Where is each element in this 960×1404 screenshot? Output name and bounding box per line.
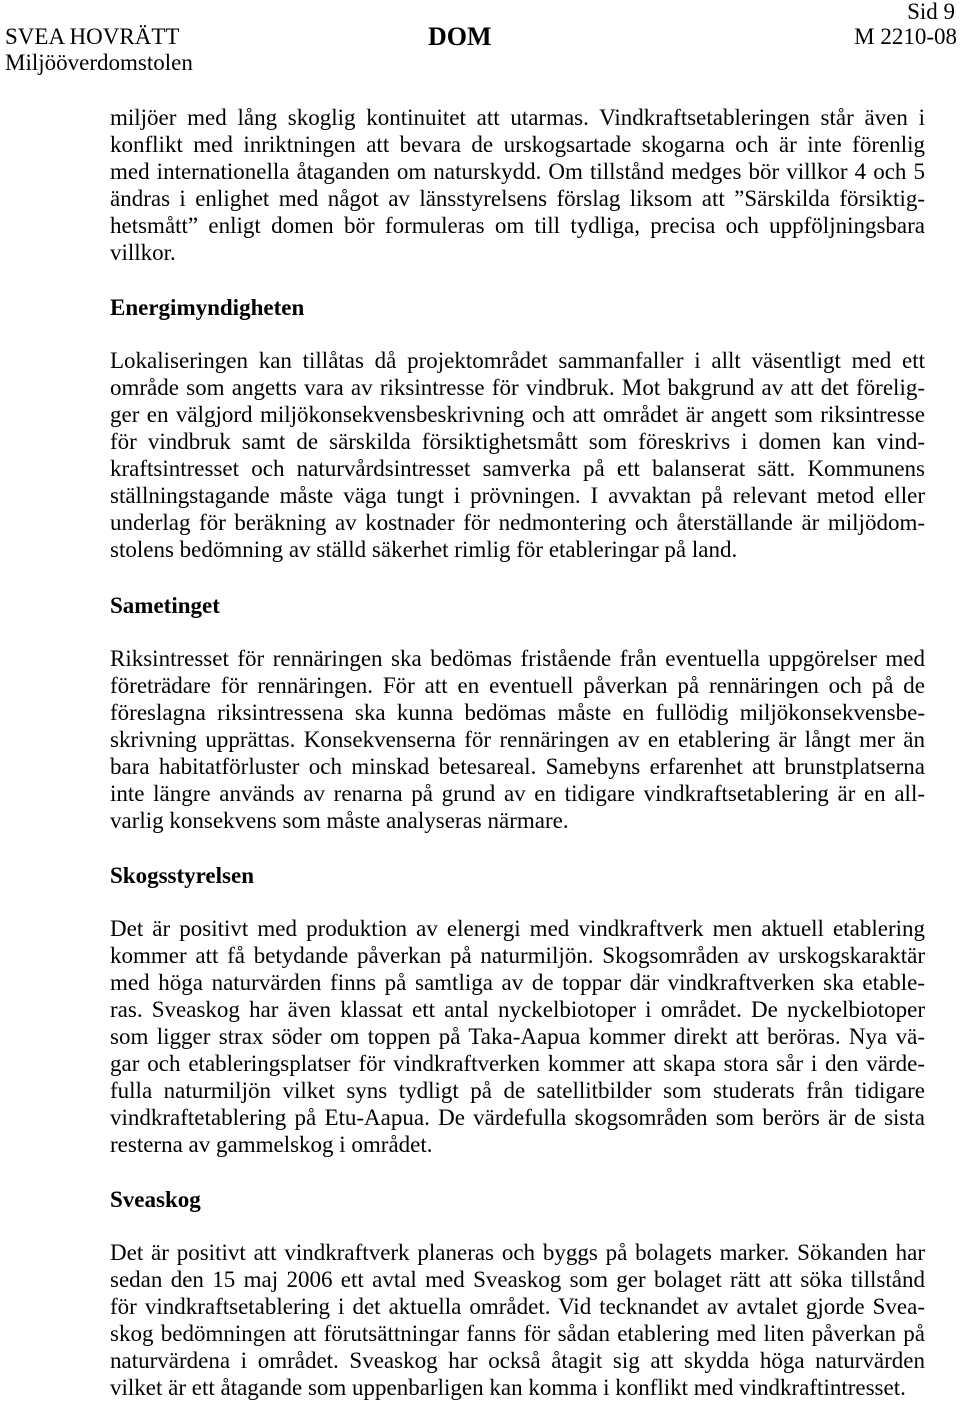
- text-line: Riksintresset för rennäringen ska bedömas fristående från eventuella uppgörelser med: [110, 646, 925, 671]
- text-line: miljöer med lång skoglig kontinuitet att utarmas. Vindkraftsetableringen står även i: [110, 105, 925, 130]
- text-line: kraftsintresset och naturvårdsintresset samverka på ett balanserat sätt. Kommunens: [110, 456, 925, 481]
- text-line: underlag för beräkning av kostnader för nedmontering och återställande är miljödom-: [110, 510, 925, 535]
- text-line: resterna av gammelskog i området.: [110, 1132, 433, 1157]
- text-line: sedan den 15 maj 2006 ett avtal med Sveaskog som ger bolaget rätt att söka tillstånd: [110, 1267, 925, 1292]
- paragraph-energimyndigheten: [110, 347, 925, 563]
- text-line: naturvärdena i området. Sveaskog har också åtagit sig att skydda höga naturvärden: [110, 1348, 925, 1373]
- text-line: Lokaliseringen kan tillåtas då projektområdet sammanfaller i allt väsentligt med ett: [110, 348, 925, 373]
- text-line: företrädare för rennäringen. För att en eventuell påverkan på rennäringen och på de: [110, 673, 925, 698]
- text-line: ändras i enlighet med något av länsstyrelsens förslag liksom att ”Särskilda försiktig-: [110, 186, 925, 211]
- paragraph-intro: [110, 104, 925, 266]
- text-line: Det är positivt att vindkraftverk planeras och byggs på bolagets marker. Sökanden har: [110, 1240, 925, 1265]
- page-number: Sid 9: [907, 0, 955, 24]
- text-line: bara habitatförluster och minskad betesareal. Samebyns erfarenhet att brunstplatserna: [110, 754, 925, 779]
- text-line: område som angetts vara av riksintresse för vindbruk. Mot bakgrund av att det förelig-: [110, 375, 925, 400]
- paragraph-sametinget: [110, 645, 925, 834]
- court-name: SVEA HOVRÄTT: [5, 24, 180, 49]
- text-line: inte längre används av renarna på grund av en tidigare vindkraftsetablering är en all-: [110, 781, 925, 806]
- text-line: vindkraftetablering på Etu-Aapua. De värdefulla skogsområden som berörs är de sista: [110, 1105, 925, 1130]
- section-heading: Skogsstyrelsen: [110, 863, 254, 888]
- text-line: kommer att få betydande påverkan på naturmiljön. Skogsområden av urskogskaraktär: [110, 943, 925, 968]
- text-line: som ligger strax söder om toppen på Taka-Aapua kommer direkt att beröras. Nya vä-: [110, 1024, 925, 1049]
- text-line: ras. Sveaskog har även klassat ett antal nyckelbiotoper i området. De nyckelbiotoper: [110, 997, 925, 1022]
- text-line: fulla naturmiljön vilket syns tydligt på de satellitbilder som studerats från tidigare: [110, 1078, 925, 1103]
- text-line: skrivning upprättas. Konsekvenserna för rennäringen av en etablering är långt mer än: [110, 727, 925, 752]
- text-line: för vindbruk samt de särskilda försiktighetsmått som föreskrivs i domen kan vind-: [110, 429, 925, 454]
- section-heading-sametinget: [110, 592, 925, 619]
- section-heading-skogsstyrelsen: [110, 862, 925, 889]
- text-line: konflikt med inriktningen att bevara de urskogsartade skogarna och är inte förenlig: [110, 132, 925, 157]
- text-line: gar och etableringsplatser för vindkraftverken kommer att skapa stora sår i den värde-: [110, 1051, 925, 1076]
- court-division: Miljööverdomstolen: [5, 50, 193, 75]
- text-line: ställningstagande måste väga tungt i prövningen. I avvaktan på relevant metod eller: [110, 483, 925, 508]
- text-line: ger en välgjord miljökonsekvensbeskrivning och att området är angett som riksintresse: [110, 402, 925, 427]
- text-line: Det är positivt med produktion av elenergi med vindkraftverk men aktuell etablering: [110, 916, 925, 941]
- section-heading: Sametinget: [110, 593, 220, 618]
- section-heading: Energimyndigheten: [110, 295, 305, 320]
- paragraph-sveaskog: [110, 1239, 925, 1401]
- paragraph-skogsstyrelsen: [110, 915, 925, 1158]
- text-line: skog bedömningen att förutsättningar fanns för sådan etablering med liten påverkan på: [110, 1321, 925, 1346]
- text-line: hetsmått” enligt domen bör formuleras om till tydliga, precisa och uppföljningsbara: [110, 213, 925, 238]
- case-number: M 2210-08: [854, 24, 957, 49]
- text-line: för vindkraftsetablering i det aktuella området. Vid tecknandet av avtalet gjorde Svea-: [110, 1294, 925, 1319]
- section-heading-sveaskog: [110, 1186, 925, 1213]
- text-line: varlig konsekvens som måste analyseras närmare.: [110, 808, 569, 833]
- text-line: med höga naturvärden finns på samtliga av de toppar där vindkraftverken ska etable-: [110, 970, 925, 995]
- text-line: vilket är ett åtagande som uppenbarligen kan komma i konflikt med vindkraftintresset.: [110, 1375, 906, 1400]
- text-line: villkor.: [110, 240, 176, 265]
- text-line: stolens bedömning av ställd säkerhet rimlig för etableringar på land.: [110, 537, 738, 562]
- text-line: med internationella åtaganden om naturskydd. Om tillstånd medges bör villkor 4 och 5: [110, 159, 925, 184]
- section-heading: Sveaskog: [110, 1187, 201, 1212]
- text-line: föreslagna riksintressena ska kunna bedömas måste en fullödig miljökonsekvensbe-: [110, 700, 925, 725]
- section-heading-energimyndigheten: [110, 294, 925, 321]
- document-type: DOM: [428, 22, 492, 51]
